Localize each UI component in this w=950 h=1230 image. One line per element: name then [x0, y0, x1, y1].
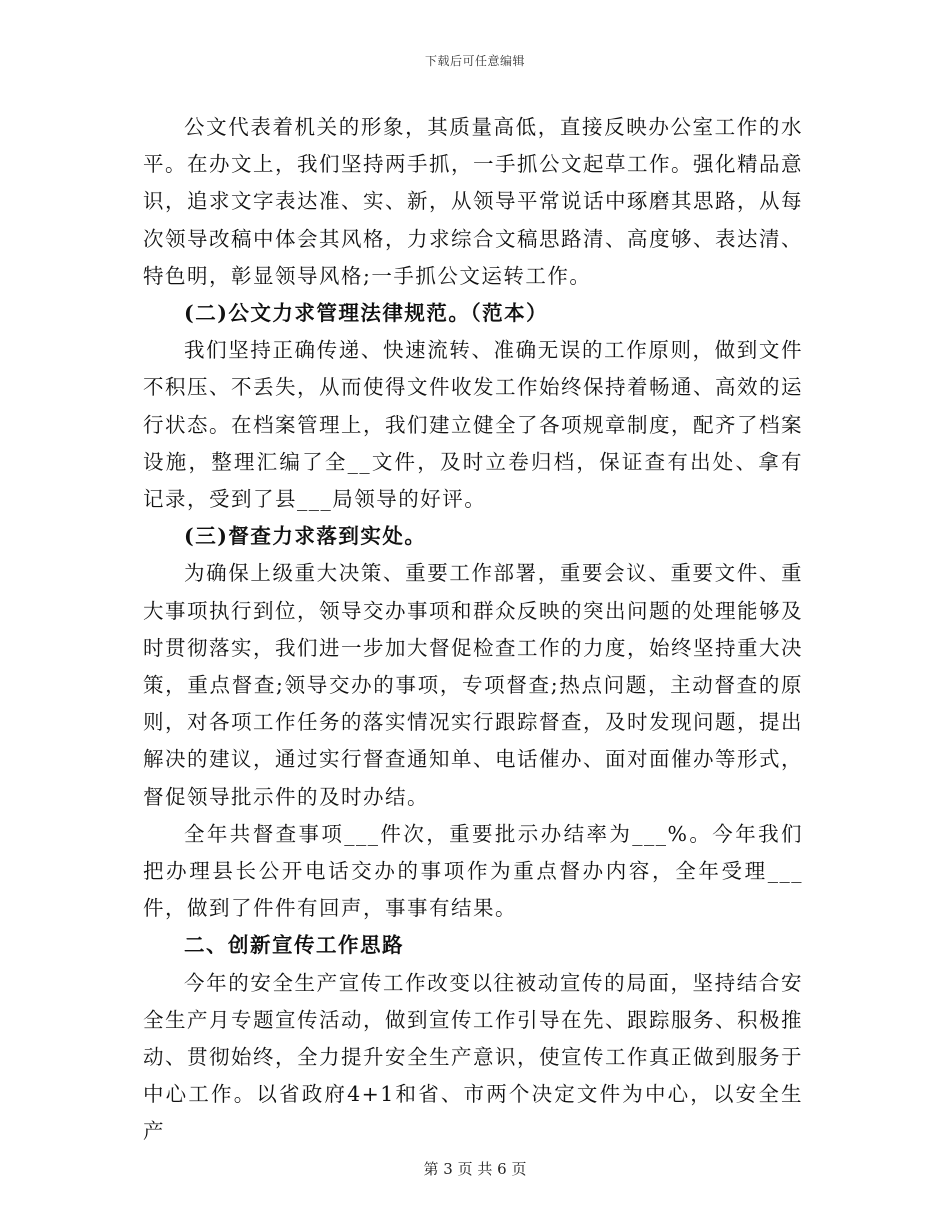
page-footer: 第 3 页 共 6 页: [423, 1160, 527, 1178]
section-heading: (二)公文力求管理法律规范。（范本）: [184, 301, 549, 326]
paragraph: 为确保上级重大决策、重要工作部署，重要会议、重要文件、重大事项执行到位，领导交办事项和群众反映的突出问题的处理能够及时贯彻落实，我们进一步加大督促检查工作的力度，始终坚持重大决策，重点督查;领导交办的事项，专项督查;热点问题，主动督查的原则，对各项工作任务的落实情况实行跟踪督查，及时发现问题，提出解决的建议，通过实行督查通知单、电话催办、面对面催办等形式，督促领导批示件的及时办结。: [143, 561, 803, 809]
section-heading: (三)督查力求落到实处。: [184, 524, 427, 549]
paragraph: 今年的安全生产宣传工作改变以往被动宣传的局面，坚持结合安全生产月专题宣传活动，做到宣传工作引导在先、跟踪服务、积极推动、贯彻始终，全力提升安全生产意识，使宣传工作真正做到服务于中心工作。以省政府4+1和省、市两个决定文件为中心，以安全生产: [143, 970, 803, 1144]
paragraph: 公文代表着机关的形象，其质量高低，直接反映办公室工作的水平。在办文上，我们坚持两手抓，一手抓公文起草工作。强化精品意识，追求文字表达准、实、新，从领导平常说话中琢磨其思路，从每次领导改稿中体会其风格，力求综合文稿思路清、高度够、表达清、特色明，彰显领导风格;一手抓公文运转工作。: [143, 115, 803, 288]
paragraph: 全年共督查事项___件次，重要批示办结率为___%。今年我们把办理县长公开电话交办的事项作为重点督办内容，全年受理___件，做到了件件有回声，事事有结果。: [143, 821, 803, 921]
section-heading: 二、创新宣传工作思路: [184, 933, 404, 958]
page-header: 下载后可任意编辑: [424, 54, 525, 68]
paragraph: 我们坚持正确传递、快速流转、准确无误的工作原则，做到文件不积压、不丢失，从而使得文件收发工作始终保持着畅通、高效的运行状态。在档案管理上，我们建立健全了各项规章制度，配齐了档案设施，整理汇编了全__文件，及时立卷归档，保证查有出处、拿有记录，受到了县___局领导的好评。: [143, 338, 803, 512]
document-body: [143, 109, 803, 1151]
